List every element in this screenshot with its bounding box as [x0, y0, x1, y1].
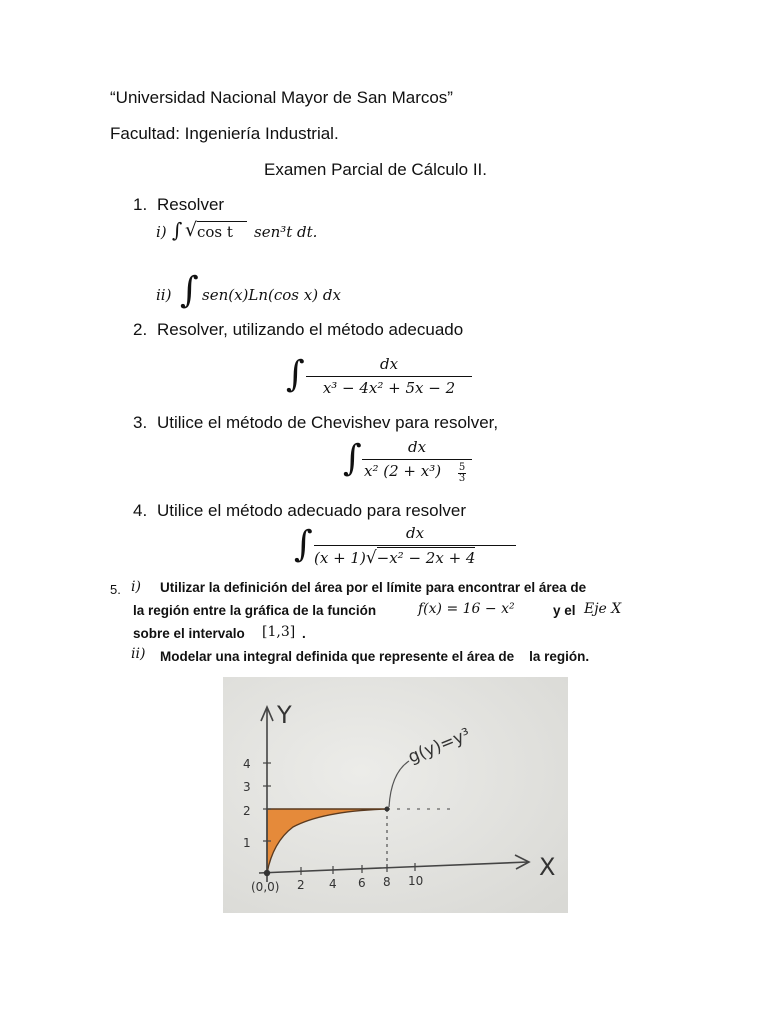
x-tick-label: 10: [408, 874, 424, 888]
integral-sign-icon: ∫: [172, 218, 183, 242]
q3-exponent-num: 5: [458, 462, 466, 473]
integral-sign-icon: ∫: [343, 438, 362, 479]
q3-exponent: [458, 463, 466, 484]
q4-number: 4.: [133, 501, 148, 520]
x-tick-label: 2: [297, 878, 305, 892]
sqrt-overbar: [197, 221, 247, 222]
q3-exponent-den: 3: [458, 473, 466, 484]
q5-function: f(x) = 16 − x²: [418, 601, 515, 617]
integral-sign-icon: ∫: [294, 524, 313, 565]
q5-line3-a: sobre el intervalo: [133, 626, 245, 641]
y-tick-label: 3: [243, 780, 251, 794]
graph-svg: [223, 677, 568, 913]
q5-number: 5.: [110, 582, 121, 597]
x-axis-label: X: [539, 853, 556, 881]
q1-label: Resolver: [157, 195, 225, 214]
graph-photo: [223, 677, 568, 913]
q4-denominator-left: (x + 1): [314, 549, 366, 567]
q3-label: Utilice el método de Chevishev para resolver,: [157, 413, 499, 432]
y-tick-label: 1: [243, 836, 251, 850]
q2-numerator: dx: [379, 355, 399, 373]
point-8-2: [385, 807, 390, 812]
q1-number: 1.: [133, 195, 148, 214]
q3-number: 3.: [133, 413, 148, 432]
q2-label: Resolver, utilizando el método adecuado: [157, 320, 464, 339]
y-tick-label: 4: [243, 757, 251, 771]
q4-denominator-sqrt-arg: −x² − 2x + 4: [376, 549, 476, 567]
q2-number: 2.: [133, 320, 148, 339]
fraction-bar: [362, 459, 472, 460]
q2-fraction: [306, 355, 472, 397]
x-tick-label: (0,0): [251, 880, 280, 894]
y-tick-label: 2: [243, 804, 251, 818]
faculty-name: Facultad: Ingeniería Industrial.: [110, 124, 339, 143]
sqrt-icon: √: [185, 219, 198, 241]
q3-fraction: [362, 438, 472, 480]
paper-background: [223, 677, 568, 913]
q1-part-ii-label: ii): [156, 286, 172, 304]
q1-part-i-rest: sen³t dt.: [254, 223, 318, 241]
integral-sign-icon: ∫: [180, 270, 199, 311]
integral-sign-icon: ∫: [286, 354, 305, 395]
q5-line2-a: la región entre la gráfica de la función: [133, 603, 377, 618]
q3-denominator-base: x² (2 + x³): [364, 462, 442, 480]
q5-part-i-label: i): [131, 579, 141, 595]
x-tick-label: 4: [329, 877, 337, 891]
q1-part-ii-integrand: sen(x)Ln(cos x) dx: [202, 286, 341, 304]
q5-line1: Utilizar la definición del área por el límite para encontrar el área de: [160, 580, 587, 595]
q4-denominator: [314, 548, 516, 568]
x-tick-label: 6: [358, 876, 366, 890]
y-axis-label: Y: [277, 701, 292, 729]
origin-point: [264, 870, 270, 876]
fraction-bar: [306, 376, 472, 377]
university-name: “Universidad Nacional Mayor de San Marcos”: [110, 88, 453, 107]
q4-numerator: dx: [405, 524, 425, 542]
q2-denominator: x³ − 4x² + 5x − 2: [322, 379, 456, 397]
curve-label: g(y)=y³: [405, 724, 474, 768]
q5-line2-b: y el: [553, 603, 576, 618]
x-tick-label: 8: [383, 875, 391, 889]
q5-axis: Eje X: [584, 601, 622, 617]
sqrt-icon: √: [365, 548, 377, 568]
q5-line3-b: .: [302, 626, 306, 641]
q4-fraction: [314, 524, 516, 568]
q3-denominator: [362, 462, 472, 480]
q1-part-i-sqrt-arg: cos t: [197, 223, 233, 241]
fraction-bar: [314, 545, 516, 546]
q5-interval: [1,3]: [262, 624, 296, 640]
q4-label: Utilice el método adecuado para resolver: [157, 501, 467, 520]
q3-numerator: dx: [407, 438, 427, 456]
q5-part-ii-label: ii): [131, 646, 146, 662]
exam-title: Examen Parcial de Cálculo II.: [264, 160, 487, 179]
q1-part-i-label: i): [156, 223, 167, 241]
q5-line4: Modelar una integral definida que represente el área de la región.: [160, 649, 590, 664]
